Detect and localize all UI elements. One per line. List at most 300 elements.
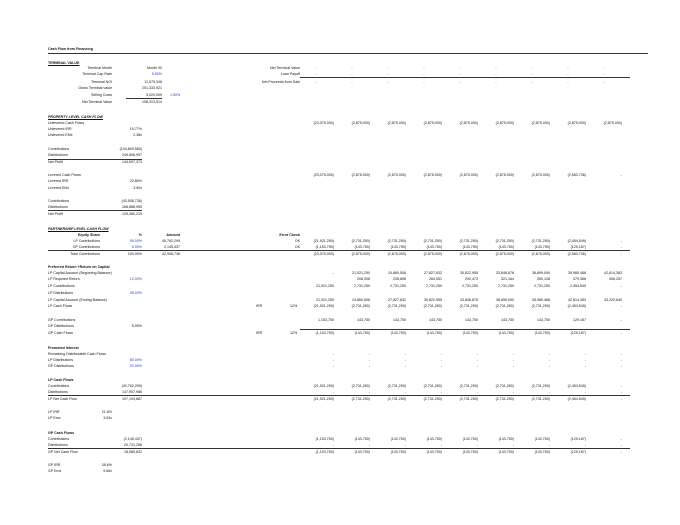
pref-row-cell: 33,846,676 — [460, 298, 478, 302]
gp-cf-row-cell: (143,750) — [426, 437, 442, 441]
pref-row-cell: 2,731,250 — [426, 284, 442, 288]
tv-dash-cell: - — [495, 80, 497, 84]
pref-row-cell: 30,822,955 — [424, 298, 442, 302]
error-check-header: Error Check — [279, 233, 300, 237]
gp-cf-row-cell: (143,750) — [534, 450, 550, 454]
promote-row-cell: - — [368, 358, 370, 362]
gp-row-cell: (143,750) — [390, 331, 406, 335]
equity-row-cell: (21,921,250) — [313, 239, 334, 243]
pref-row-cell: - — [620, 284, 622, 288]
equity-row-cell: (2,731,250) — [387, 239, 406, 243]
lp-cf-row-cell: - — [476, 390, 478, 394]
irr-value: 12% — [290, 304, 298, 308]
gp-row-cell: - — [620, 331, 622, 335]
tv-sum-rule — [126, 98, 162, 99]
tv-right-label: Net Proceeds from Sale — [261, 80, 300, 84]
tv-dash-cell: - — [387, 66, 389, 70]
lp-cf-row-cell: (2,454,549) — [567, 397, 586, 401]
pref-row-cell: 379,366 — [573, 277, 586, 281]
equity-row-cell: (143,750) — [534, 245, 550, 249]
pcf-rule — [48, 159, 142, 160]
tv-label: Terminal NOI — [91, 80, 112, 84]
equity-pct: 100.00% — [127, 252, 142, 256]
error-check: OK — [294, 239, 300, 243]
promote-row-cell: - — [548, 364, 550, 368]
equity-row-cell: (143,750) — [354, 245, 370, 249]
gp-cf-row-cell: - — [548, 443, 550, 447]
levered-cf-cell: (2,875,000) — [423, 173, 442, 177]
levered-cf-cell: (2,875,000) — [351, 173, 370, 177]
tv-dash-cell: - — [351, 72, 353, 76]
promote-row-cell: - — [440, 352, 442, 356]
pref-label: LP Capital Account (Ending Balance) — [48, 298, 107, 302]
pref-row-cell: 36,899,090 — [496, 298, 514, 302]
gp-emx-value: 9.66x — [103, 469, 112, 473]
pcf-value: 3.90x — [133, 186, 142, 190]
lp-cf-total: (40,762,299) — [121, 384, 142, 388]
lp-irr-value: 21.6% — [101, 410, 112, 414]
tv-dash-cell: - — [423, 66, 425, 70]
pref-label: LP Distributions — [48, 291, 74, 295]
equity-row-cell: - — [620, 239, 622, 243]
lp-irr-label: LP IRR — [48, 410, 60, 414]
unlevered-cf-cell: (2,875,000) — [351, 121, 370, 125]
promote-row-cell: - — [440, 358, 442, 362]
amount-header: Amount — [166, 233, 180, 237]
unlevered-cf-cell: (2,875,000) — [459, 121, 478, 125]
lp-cf-row-cell: (2,731,250) — [459, 397, 478, 401]
pref-row-cell: (2,454,549) — [567, 304, 586, 308]
pcf-value: 2.38x — [133, 133, 142, 137]
pref-row-cell: 350,128 — [537, 277, 550, 281]
promote-c2: 80.00% — [129, 358, 142, 362]
unlevered-cf-cell: (2,875,000) — [387, 121, 406, 125]
pref-row-cell: 2,731,250 — [354, 284, 370, 288]
lp-cf-row-cell: (2,731,250) — [531, 384, 550, 388]
equity-row-cell: (143,750) — [498, 245, 514, 249]
tv-dash-cell: - — [495, 72, 497, 76]
levered-cf-cell: - — [620, 173, 622, 177]
pref-row-cell: (2,731,250) — [459, 304, 478, 308]
equity-amount: 40,762,299 — [162, 239, 180, 243]
equity-row-cell: - — [620, 252, 622, 256]
pcf-label: Levered EMx — [48, 186, 70, 190]
pref-row-cell: 21,921,250 — [316, 284, 334, 288]
equity-row-cell: (2,731,250) — [351, 239, 370, 243]
gp-label: GP Distributions — [48, 324, 74, 328]
promote-row-cell: - — [584, 352, 586, 356]
tv-dash-cell: - — [423, 72, 425, 76]
tv-dash-cell: - — [495, 66, 497, 70]
levered-cf-cell: (2,875,000) — [531, 173, 550, 177]
pcf-label: Net Profit — [48, 212, 63, 216]
tv-dash-cell: - — [315, 72, 317, 76]
tv-label: Terminal Cap Rate — [82, 72, 112, 76]
pcf-value: (104,809,583) — [119, 147, 142, 151]
gp-cf-row-cell: - — [404, 443, 406, 447]
tv-rule — [300, 77, 630, 78]
lp-cf-row-cell: (2,731,250) — [423, 397, 442, 401]
promote-row-cell: - — [584, 358, 586, 362]
pref-row-cell: 264,051 — [429, 277, 442, 281]
gp-cf-label: Distributions — [48, 443, 68, 447]
gp-label: GP Contributions — [48, 318, 76, 322]
pref-row-cell: 2,731,250 — [462, 284, 478, 288]
lp-cf-row-cell: (2,454,549) — [567, 384, 586, 388]
promote-row-cell: - — [332, 364, 334, 368]
pref-label: LP Required Return — [48, 277, 80, 281]
equity-pct: 5.00% — [131, 245, 142, 249]
sheet-title: Cash Flow from Financing — [48, 47, 93, 51]
equity-row-cell: (2,731,250) — [531, 239, 550, 243]
promote-label: GP Distributions — [48, 364, 74, 368]
lp-cf-row-cell: (2,731,250) — [459, 384, 478, 388]
equity-row-cell: (2,454,549) — [567, 239, 586, 243]
pref-row-cell: 2,731,250 — [498, 284, 514, 288]
tv-label: Gross Terminal value — [78, 86, 112, 90]
pcf-label: Net Profit — [48, 160, 63, 164]
tv-dash-cell: - — [603, 66, 605, 70]
gp-cf-label: Contributions — [48, 437, 70, 441]
irr-label: IRR — [256, 331, 263, 335]
unlevered-cf-cell: (2,875,000) — [423, 121, 442, 125]
equity-row-cell: (2,875,000) — [387, 252, 406, 256]
pcf-label: Distributions — [48, 205, 68, 209]
pcf-label: Unlevered Cash Flows — [48, 121, 85, 125]
lp-cf-label: LP Net Cash Flow — [48, 397, 77, 401]
tv-dash-cell: - — [315, 80, 317, 84]
promote-row-cell: - — [368, 364, 370, 368]
lp-cf-row-cell: - — [548, 390, 550, 394]
gp-cf-row-cell: (143,750) — [390, 450, 406, 454]
pref-row-cell: 235,896 — [393, 277, 406, 281]
pref-row-cell: 39,980,468 — [532, 298, 550, 302]
promote-row-cell: - — [440, 364, 442, 368]
gp-cf-row-cell: (143,750) — [498, 450, 514, 454]
pref-row-cell: 321,164 — [501, 277, 514, 281]
pcf-label: Levered IRR — [48, 179, 69, 183]
gp-c2: 5.00% — [131, 324, 142, 328]
pref-row-cell: 33,846,676 — [496, 271, 514, 275]
pcf-label: Levered Cash Flows — [48, 173, 81, 177]
pref-label: LP Capital Account (Beginning Balance) — [48, 271, 112, 275]
promote-row-cell: - — [404, 358, 406, 362]
lp-cf-row-cell: (2,731,250) — [351, 384, 370, 388]
gp-cf-row-cell: (143,750) — [462, 437, 478, 441]
promote-row-cell: - — [404, 352, 406, 356]
gp-row-cell: (129,187) — [570, 331, 586, 335]
lp-cf-row-cell: (2,731,250) — [387, 384, 406, 388]
pcf-label: Unlevered EMx — [48, 133, 73, 137]
pref-row-cell: 27,827,632 — [388, 298, 406, 302]
tv-dash-cell: - — [603, 80, 605, 84]
gp-cf-row-cell: - — [476, 443, 478, 447]
gp-cf-row-cell: - — [620, 437, 622, 441]
pref-row-cell: 21,921,250 — [352, 271, 370, 275]
lp-cf-row-cell: - — [512, 390, 514, 394]
lp-cf-row-cell: - — [440, 390, 442, 394]
pref-row-cell: (2,731,250) — [423, 304, 442, 308]
equity-row-cell: (143,750) — [462, 245, 478, 249]
equity-row-cell: (2,875,000) — [495, 252, 514, 256]
pref-row-cell: 21,921,250 — [316, 298, 334, 302]
tv-value: 11,075,346 — [144, 80, 162, 84]
pcf-value: 249,506,957 — [122, 153, 142, 157]
lp-cf-row-cell: (2,731,250) — [495, 384, 514, 388]
tv-dash-cell: - — [567, 80, 569, 84]
gp-cf-row-cell: (143,750) — [390, 437, 406, 441]
equity-amount: 42,908,736 — [162, 252, 180, 256]
gp-cf-row-cell: (1,153,750) — [315, 450, 334, 454]
unlevered-cf-cell: (2,875,000) — [531, 121, 550, 125]
lp-cf-row-cell: - — [368, 390, 370, 394]
tv-value: 5.50% — [151, 72, 162, 76]
pref-row-cell: 27,827,632 — [424, 271, 442, 275]
lp-cf-heading: LP Cash Flows — [48, 378, 74, 382]
pref-row-cell: 24,860,506 — [352, 298, 370, 302]
gp-row-cell: 129,187 — [573, 318, 586, 322]
tv-right-label: Loan Payoff — [280, 72, 300, 76]
gp-row-cell: 143,750 — [429, 318, 442, 322]
gp-cf-total: (2,145,437) — [123, 437, 142, 441]
pref-row-cell: (2,731,250) — [351, 304, 370, 308]
promote-row-cell: - — [404, 364, 406, 368]
pct-header: % — [138, 233, 142, 237]
equity-row-cell: (2,731,250) — [495, 239, 514, 243]
tv-dash-cell: - — [531, 80, 533, 84]
equity-row-cell: (2,731,250) — [459, 239, 478, 243]
pref-row-cell: 36,899,090 — [532, 271, 550, 275]
equity-row-cell: (23,075,000) — [313, 252, 334, 256]
tv-dash-cell: - — [567, 72, 569, 76]
lp-cf-row-cell: - — [620, 384, 622, 388]
lp-cf-row-cell: (2,731,250) — [495, 397, 514, 401]
gp-row-cell: 143,750 — [393, 318, 406, 322]
tv-extra: 1.50% — [170, 93, 181, 97]
lp-cf-row-cell: - — [620, 397, 622, 401]
unlevered-cf-cell: (2,875,000) — [567, 121, 586, 125]
gp-cf-total: 18,585,832 — [124, 450, 142, 454]
pref-row-cell: 30,822,955 — [460, 271, 478, 275]
pref-row-cell: 2,731,250 — [534, 284, 550, 288]
gp-cf-row-cell: (129,187) — [570, 450, 586, 454]
tv-dash-cell: - — [531, 72, 533, 76]
gp-label: GP Cash Flows — [48, 331, 73, 335]
promote-row-cell: - — [332, 358, 334, 362]
unlevered-cf-cell: (2,875,000) — [603, 121, 622, 125]
lp-cf-row-cell: (21,921,250) — [313, 397, 334, 401]
gp-irr-value: 38.6% — [101, 463, 112, 467]
pref-row-cell: - — [620, 304, 622, 308]
lp-cf-row-cell: (2,731,250) — [351, 397, 370, 401]
levered-cf-cell: (2,875,000) — [459, 173, 478, 177]
lp-cf-row-cell: - — [620, 390, 622, 394]
lp-cf-rule — [48, 395, 630, 396]
pcf-value: 144,697,373 — [122, 160, 142, 164]
irr-label: IRR — [256, 304, 263, 308]
property-cf-heading: PROPERTY LEVEL CASH FLOW — [48, 115, 103, 119]
equity-row-cell: - — [620, 245, 622, 249]
lp-cf-total: 107,194,887 — [122, 397, 142, 401]
pref-row-cell: (2,731,250) — [531, 304, 550, 308]
promote-row-cell: - — [512, 352, 514, 356]
promote-row-cell: - — [620, 352, 622, 356]
pref-row-cell: - — [332, 271, 334, 275]
tv-dash-cell: - — [531, 66, 533, 70]
pcf-label: Contributions — [48, 147, 70, 151]
equity-pct: 95.00% — [129, 239, 142, 243]
gp-cf-row-cell: - — [620, 443, 622, 447]
pcf-value: (43,508,736) — [121, 199, 142, 203]
lp-emx-label: LP Emx — [48, 416, 61, 420]
tv-dash-cell: - — [567, 66, 569, 70]
levered-cf-cell: (23,075,000) — [313, 173, 334, 177]
tv-dash-cell: - — [603, 72, 605, 76]
gp-cf-row-cell: (129,187) — [570, 437, 586, 441]
promote-row-cell: - — [512, 358, 514, 362]
levered-cf-cell: (2,583,736) — [567, 173, 586, 177]
equity-row-cell: (2,875,000) — [459, 252, 478, 256]
equity-label: LP Contributions — [73, 239, 100, 243]
lp-cf-row-cell: - — [332, 390, 334, 394]
unlevered-cf-cell: (23,075,000) — [313, 121, 334, 125]
pref-row-cell: 39,980,468 — [568, 271, 586, 275]
equity-row-cell: (2,731,250) — [423, 239, 442, 243]
tv-value: 198,313,914 — [142, 100, 162, 104]
equity-row-cell: (1,153,750) — [315, 245, 334, 249]
equity-label: GP Contributions — [72, 245, 100, 249]
tv-dash-cell: - — [315, 66, 317, 70]
irr-value: 12% — [290, 331, 298, 335]
pref-label: LP Contributions — [48, 284, 75, 288]
pref-row-cell: 208,006 — [357, 277, 370, 281]
promote-label: Remaining Distributable Cash Flows — [48, 352, 106, 356]
gp-row-cell: (143,750) — [462, 331, 478, 335]
gp-row-cell: (143,750) — [354, 331, 370, 335]
pref-row-cell: 42,814,383 — [568, 298, 586, 302]
gp-row-cell: (143,750) — [498, 331, 514, 335]
pcf-value: 125,380,219 — [122, 212, 142, 216]
tv-label: Net Terminal Value — [81, 100, 112, 104]
gp-cf-row-cell: (143,750) — [462, 450, 478, 454]
lp-cf-row-cell: (2,731,250) — [531, 397, 550, 401]
gp-row-cell: (1,153,750) — [315, 331, 334, 335]
lp-cf-row-cell: (21,921,250) — [313, 384, 334, 388]
gp-cf-row-cell: (143,750) — [354, 450, 370, 454]
tv-dash-cell: - — [387, 80, 389, 84]
tv-label: Terminal Month — [87, 66, 112, 70]
pcf-label: Contributions — [48, 199, 70, 203]
promote-c2: 20.00% — [129, 364, 142, 368]
pcf-value: 168,888,955 — [122, 205, 142, 209]
pref-row-cell: 42,814,383 — [604, 271, 622, 275]
gp-cf-row-cell: (143,750) — [354, 437, 370, 441]
equity-row-cell: (2,875,000) — [351, 252, 370, 256]
equity-rule — [48, 250, 630, 251]
pref-row-cell: (2,731,250) — [387, 304, 406, 308]
pref-row-cell: 2,454,549 — [570, 284, 586, 288]
equity-row-cell: (143,750) — [390, 245, 406, 249]
gp-cf-row-cell: (1,153,750) — [315, 437, 334, 441]
promote-row-cell: - — [512, 364, 514, 368]
pcf-value: 15.77% — [129, 127, 142, 131]
levered-cf-cell: (2,875,000) — [387, 173, 406, 177]
gp-cf-row-cell: - — [368, 443, 370, 447]
promote-row-cell: - — [332, 352, 334, 356]
equity-row-cell: (143,750) — [426, 245, 442, 249]
promote-row-cell: - — [476, 352, 478, 356]
tv-value: 3,020,009 — [146, 93, 162, 97]
equity-row-cell: (2,875,000) — [423, 252, 442, 256]
tv-value: 201,333,921 — [142, 86, 162, 90]
gp-cf-heading: GP Cash Flows — [48, 431, 75, 435]
equity-row-cell: (2,875,000) — [531, 252, 550, 256]
gp-row-cell: (143,750) — [426, 331, 442, 335]
gp-cf-rule — [48, 448, 630, 449]
lp-emx-value: 3.63x — [103, 416, 112, 420]
gp-cf-row-cell: (143,750) — [498, 437, 514, 441]
lp-cf-row-cell: - — [404, 390, 406, 394]
promote-row-cell: - — [548, 358, 550, 362]
tv-dash-cell: - — [459, 66, 461, 70]
promote-row-cell: - — [476, 358, 478, 362]
eq-share-header: Equity Share — [78, 233, 100, 237]
pcf-label: Unlevered IRR — [48, 127, 72, 131]
equity-label: Total Contributions — [70, 252, 100, 256]
error-check: OK — [294, 245, 300, 249]
gp-row-cell: 143,750 — [465, 318, 478, 322]
gp-row-cell: (143,750) — [534, 331, 550, 335]
promote-label: LP Distributions — [48, 358, 74, 362]
pref-row-cell: 24,860,506 — [388, 271, 406, 275]
gp-cf-total: 20,731,288 — [124, 443, 142, 447]
gp-emx-label: GP Emx — [48, 469, 62, 473]
promote-row-cell: - — [620, 364, 622, 368]
lp-cf-label: Contributions — [48, 384, 70, 388]
tv-right-label: Net Terminal Value — [269, 66, 300, 70]
equity-row-cell: (2,583,736) — [567, 252, 586, 256]
tv-dash-cell: - — [351, 80, 353, 84]
pref-row-cell: (21,921,250) — [313, 304, 334, 308]
tv-dash-cell: - — [459, 80, 461, 84]
title-rule — [48, 53, 648, 54]
gp-cf-row-cell: - — [332, 443, 334, 447]
pref-row-cell: 406,257 — [609, 277, 622, 281]
pref-row-cell: 292,473 — [465, 277, 478, 281]
pref-label: LP Cash Flows — [48, 304, 73, 308]
pcf-rule2 — [48, 210, 142, 211]
promote-row-cell: - — [476, 364, 478, 368]
gp-cf-row-cell: (143,750) — [426, 450, 442, 454]
tv-dash-cell: - — [459, 72, 461, 76]
promote-row-cell: - — [584, 364, 586, 368]
promote-row-cell: - — [620, 358, 622, 362]
gp-cf-row-cell: - — [512, 443, 514, 447]
gp-cf-label: GP Net Cash Flow — [48, 450, 78, 454]
pref-row-cell: 43,220,640 — [604, 298, 622, 302]
partnership-heading: PARTNERSHIP LEVEL CASH FLOW — [48, 227, 109, 231]
promote-row-cell: - — [548, 352, 550, 356]
pref-heading: Preferred Return +Return on Capital — [48, 265, 110, 269]
tv-dash-cell: - — [387, 72, 389, 76]
gp-cf-row-cell: - — [584, 443, 586, 447]
pref-row-cell: (2,731,250) — [495, 304, 514, 308]
promote-row-cell: - — [368, 352, 370, 356]
lp-cf-total: 147,957,986 — [122, 390, 142, 394]
gp-cf-row-cell: (143,750) — [534, 437, 550, 441]
lp-cf-row-cell: (2,731,250) — [423, 384, 442, 388]
gp-row-cell: 143,750 — [537, 318, 550, 322]
